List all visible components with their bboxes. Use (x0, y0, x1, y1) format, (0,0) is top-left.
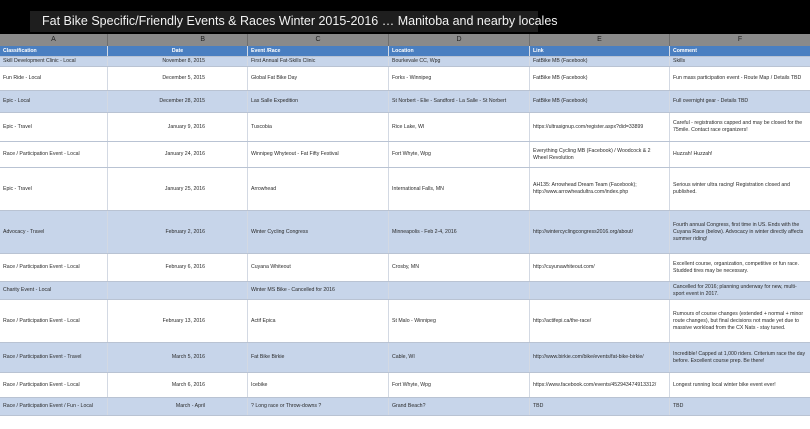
cell-location-text: International Falls, MN (392, 185, 444, 192)
cell-link-text: https://ultrasignup.com/register.aspx?did=33899 (533, 123, 644, 130)
cell-date-text: March - April (175, 403, 205, 409)
cell-date-text: March 5, 2016 (171, 354, 205, 360)
cell-location-text: Fort Whyte, Wpg (392, 381, 431, 388)
cell-date[interactable] (108, 91, 248, 112)
cell-event-text: Cuyana Whiteout (251, 264, 291, 270)
cell-event-text: Actif Epica (251, 317, 276, 324)
cell-event-text: Icebike (251, 381, 268, 388)
cell-date[interactable] (108, 300, 248, 342)
cell-classification-text: Race / Participation Event - Local (3, 317, 80, 324)
column-letter-f[interactable]: F (737, 36, 743, 43)
cell-classification[interactable] (0, 57, 108, 66)
cell-date[interactable] (108, 398, 248, 415)
cell-classification[interactable] (0, 373, 108, 397)
cell-link-text: FatBike MB (Facebook) (533, 98, 588, 104)
cell-classification-text: Race / Participation Event / Fun - Local (3, 403, 93, 409)
column-letter-a[interactable]: A (0, 34, 108, 46)
cell-date-text: January 25, 2016 (164, 185, 205, 192)
cell-event-text: Winter MS Bike - Cancelled for 2016 (251, 287, 335, 293)
cell-event[interactable] (248, 254, 389, 281)
cell-comment-text: Longest running local winter bike event ever! (673, 381, 776, 388)
cell-date[interactable] (108, 211, 248, 253)
cell-event-text: Las Salle Expedition (251, 98, 299, 104)
cell-comment[interactable] (670, 398, 810, 415)
cell-classification-text: Race / Participation Event - Travel (3, 354, 82, 360)
cell-location[interactable] (389, 300, 530, 342)
cell-classification[interactable] (0, 343, 108, 372)
cell-location-text: Minneapolis - Feb 2-4, 2016 (392, 228, 457, 235)
cell-event-text: Tuscobia (251, 123, 272, 130)
header-event[interactable]: Event /Race (248, 46, 389, 56)
cell-comment[interactable] (670, 343, 810, 372)
cell-classification-text: Epic - Travel (3, 185, 32, 192)
cell-date[interactable] (108, 254, 248, 281)
cell-classification[interactable] (0, 282, 108, 299)
cell-location-text: Rice Lake, WI (392, 123, 425, 130)
cell-link[interactable] (530, 91, 670, 112)
cell-event-text: Winnipeg Whyteout - Fat Fifty Festival (251, 151, 339, 157)
cell-link[interactable] (530, 343, 670, 372)
cell-link[interactable] (530, 211, 670, 253)
cell-comment-text: Fun mass participation event - Route Map / Details TBD (673, 75, 802, 81)
cell-comment-text: Fourth annual Congress, first time in US. Ends with the Cuyana Race (below). Advocacy in winter directly affects summer riding! (673, 221, 804, 242)
cell-location[interactable] (389, 211, 530, 253)
cell-comment[interactable] (670, 168, 810, 210)
cell-comment[interactable] (670, 67, 810, 90)
cell-event-text: Fat Bike Birkie (251, 354, 285, 360)
cell-date[interactable] (108, 282, 248, 299)
table-row (0, 142, 810, 168)
cell-classification-text: Fun Ride - Local (3, 75, 42, 81)
header-comment[interactable]: Comment (673, 47, 697, 54)
table-row (0, 282, 810, 300)
cell-classification-text: Epic - Local (3, 98, 31, 104)
cell-event[interactable] (248, 211, 389, 253)
cell-link-text: http://actifepi.ca/the-race/ (533, 317, 592, 324)
cell-date-text: January 24, 2016 (164, 151, 205, 157)
cell-comment-text: Careful - registrations capped and may be closed for the 75mile. Contact race organizers! (673, 120, 803, 133)
cell-date-text: February 2, 2016 (165, 228, 205, 235)
cell-classification[interactable] (0, 398, 108, 415)
cell-location[interactable] (389, 343, 530, 372)
cell-link[interactable] (530, 300, 670, 342)
cell-classification-text: Race / Participation Event - Local (3, 381, 80, 388)
cell-link-text: https://www.facebook.com/events/452943474913312/ (533, 381, 657, 388)
cell-event[interactable] (248, 142, 389, 167)
cell-classification[interactable] (0, 142, 108, 167)
spreadsheet-grid (0, 46, 810, 429)
cell-link-text: FatBike MB (Facebook) (533, 75, 588, 81)
cell-location[interactable] (389, 113, 530, 141)
cell-date-text: November 8, 2015 (162, 58, 205, 64)
cell-comment[interactable] (670, 113, 810, 141)
cell-date-text: January 9, 2016 (167, 123, 205, 130)
cell-location-text: Crosby, MN (392, 264, 419, 270)
cell-link[interactable] (530, 142, 670, 167)
cell-location[interactable] (389, 91, 530, 112)
cell-link-text: AH135: Arrowhead Dream Team (Facebook); http://www.arrowheadultra.com/index.php (533, 182, 637, 195)
table-row (0, 57, 810, 67)
cell-event-text: ? Long race or Throw-downs ? (251, 403, 322, 409)
column-letter-e[interactable]: E (530, 34, 670, 46)
sheet-title: Fat Bike Specific/Friendly Events & Races Winter 2015-2016 … Manitoba and nearby locales (30, 11, 538, 32)
cell-event[interactable] (248, 57, 389, 66)
cell-comment-text: TBD (673, 403, 684, 409)
cell-location[interactable] (389, 142, 530, 167)
cell-link[interactable] (530, 67, 670, 90)
cell-date-text: March 6, 2016 (171, 381, 205, 388)
cell-comment[interactable] (670, 254, 810, 281)
cell-comment-text: Excellent course, organization, competitive or fun race. Studded tires may be necessary. (673, 260, 800, 274)
cell-link-text: http://cuyunawhiteout.com/ (533, 264, 595, 270)
cell-event-text: Arrowhead (251, 185, 277, 192)
cell-date[interactable] (108, 113, 248, 141)
cell-date[interactable] (108, 67, 248, 90)
cell-classification-text: Race / Participation Event - Local (3, 151, 80, 157)
table-row (0, 67, 810, 91)
table-body (0, 57, 810, 416)
cell-classification[interactable] (0, 254, 108, 281)
cell-event[interactable] (248, 91, 389, 112)
cell-link-text: http://www.birkie.com/bike/events/fat-bike-birkie/ (533, 354, 644, 360)
cell-event[interactable] (248, 300, 389, 342)
cell-event[interactable] (248, 168, 389, 210)
cell-comment-text: Incredible! Capped at 1,000 riders. Criterium race the day before. Excellent course prep. Be there! (673, 350, 806, 364)
cell-classification-text: Race / Participation Event - Local (3, 264, 80, 270)
cell-location[interactable] (389, 57, 530, 66)
cell-event[interactable] (248, 398, 389, 415)
cell-event[interactable] (248, 67, 389, 90)
cell-classification[interactable] (0, 67, 108, 90)
cell-comment[interactable] (670, 211, 810, 253)
cell-comment[interactable] (670, 282, 810, 299)
cell-event[interactable] (248, 282, 389, 299)
cell-link-text: TBD (533, 403, 544, 409)
cell-classification[interactable] (0, 113, 108, 141)
cell-link[interactable] (530, 168, 670, 210)
cell-location[interactable] (389, 398, 530, 415)
table-row (0, 168, 810, 211)
table-row (0, 91, 810, 113)
cell-location[interactable] (389, 168, 530, 210)
cell-comment-text: Skills (673, 58, 686, 64)
cell-comment[interactable] (670, 91, 810, 112)
cell-classification[interactable] (0, 91, 108, 112)
cell-location-text: St Malo - Winnipeg (392, 317, 436, 324)
cell-location-text: Fort Whyte, Wpg (392, 151, 431, 157)
cell-event[interactable] (248, 343, 389, 372)
cell-classification-text: Advocacy - Travel (3, 228, 45, 235)
cell-link[interactable] (530, 398, 670, 415)
cell-date-text: December 28, 2015 (159, 98, 205, 104)
cell-comment[interactable] (670, 57, 810, 66)
table-header-row (0, 46, 810, 57)
cell-event[interactable] (248, 113, 389, 141)
cell-location[interactable] (389, 67, 530, 90)
table-row (0, 373, 810, 398)
cell-classification-text: Skill Development Clinic - Local (3, 58, 76, 64)
cell-event-text: First Annual Fat-Skills Clinic (251, 58, 316, 64)
cell-date[interactable] (108, 343, 248, 372)
table-row (0, 211, 810, 254)
cell-comment[interactable] (670, 142, 810, 167)
cell-location-text: Forks - Winnipeg (392, 75, 432, 81)
cell-link[interactable] (530, 57, 670, 66)
title-bar (0, 0, 810, 34)
cell-comment-text: Full overnight gear - Details TBD (673, 98, 749, 104)
cell-event[interactable] (248, 373, 389, 397)
header-classification[interactable]: Classification (0, 46, 108, 56)
cell-link-text: Everything Cycling MB (Facebook) / Woodcock & 2 Wheel Revolution (533, 147, 651, 161)
table-row (0, 113, 810, 142)
cell-link-text: FatBike MB (Facebook) (533, 58, 588, 64)
cell-date-text: February 6, 2016 (165, 264, 205, 270)
cell-link[interactable] (530, 113, 670, 141)
cell-link[interactable] (530, 373, 670, 397)
cell-comment-text: Rumours of course changes (extended + normal + minor route changes), but final decisions not made yet due to massive workload from the CX Nats - stay tuned. (673, 310, 804, 331)
cell-date[interactable] (108, 57, 248, 66)
cell-comment-text: Huzzah! Huzzah! (673, 151, 713, 157)
table-row (0, 398, 810, 416)
cell-date[interactable] (108, 373, 248, 397)
column-letter-d[interactable]: D (389, 34, 530, 46)
cell-location-text: Bourkevale CC, Wpg (392, 58, 441, 64)
cell-classification[interactable] (0, 168, 108, 210)
cell-link[interactable] (530, 254, 670, 281)
cell-location[interactable] (389, 373, 530, 397)
cell-comment[interactable] (670, 373, 810, 397)
cell-classification-text: Charity Event - Local (3, 287, 52, 293)
cell-link-text: http://wintercyclingcongress2016.org/about/ (533, 228, 634, 235)
cell-location-text: Cable, WI (392, 354, 415, 360)
cell-event-text: Winter Cycling Congress (251, 228, 309, 235)
cell-comment-text: Serious winter ultra racing! Registration closed and published. (673, 182, 791, 195)
cell-classification-text: Epic - Travel (3, 123, 32, 130)
column-letter-b[interactable]: B (108, 34, 248, 46)
cell-date[interactable] (108, 168, 248, 210)
header-link[interactable]: Link (530, 46, 670, 56)
cell-event-text: Global Fat Bike Day (251, 75, 298, 81)
cell-location-text: St Norbert - Elie - Sandford - La Salle - St Norbert (392, 98, 507, 104)
table-row (0, 300, 810, 343)
cell-date-text: December 5, 2015 (162, 75, 205, 81)
column-header-row (0, 34, 810, 46)
cell-date-text: February 13, 2016 (162, 317, 205, 324)
cell-comment[interactable] (670, 300, 810, 342)
cell-location[interactable] (389, 254, 530, 281)
cell-comment-text: Cancelled for 2016; planning underway for new, multi-sport event in 2017. (673, 283, 797, 297)
column-letter-c[interactable]: C (248, 34, 389, 46)
cell-location-text: Grand Beach? (392, 403, 426, 409)
cell-classification[interactable] (0, 211, 108, 253)
table-row (0, 254, 810, 282)
cell-location[interactable] (389, 282, 530, 299)
cell-date[interactable] (108, 142, 248, 167)
table-row (0, 343, 810, 373)
header-location[interactable]: Location (389, 46, 530, 56)
header-date[interactable]: Date (108, 46, 248, 56)
cell-classification[interactable] (0, 300, 108, 342)
cell-link[interactable] (530, 282, 670, 299)
